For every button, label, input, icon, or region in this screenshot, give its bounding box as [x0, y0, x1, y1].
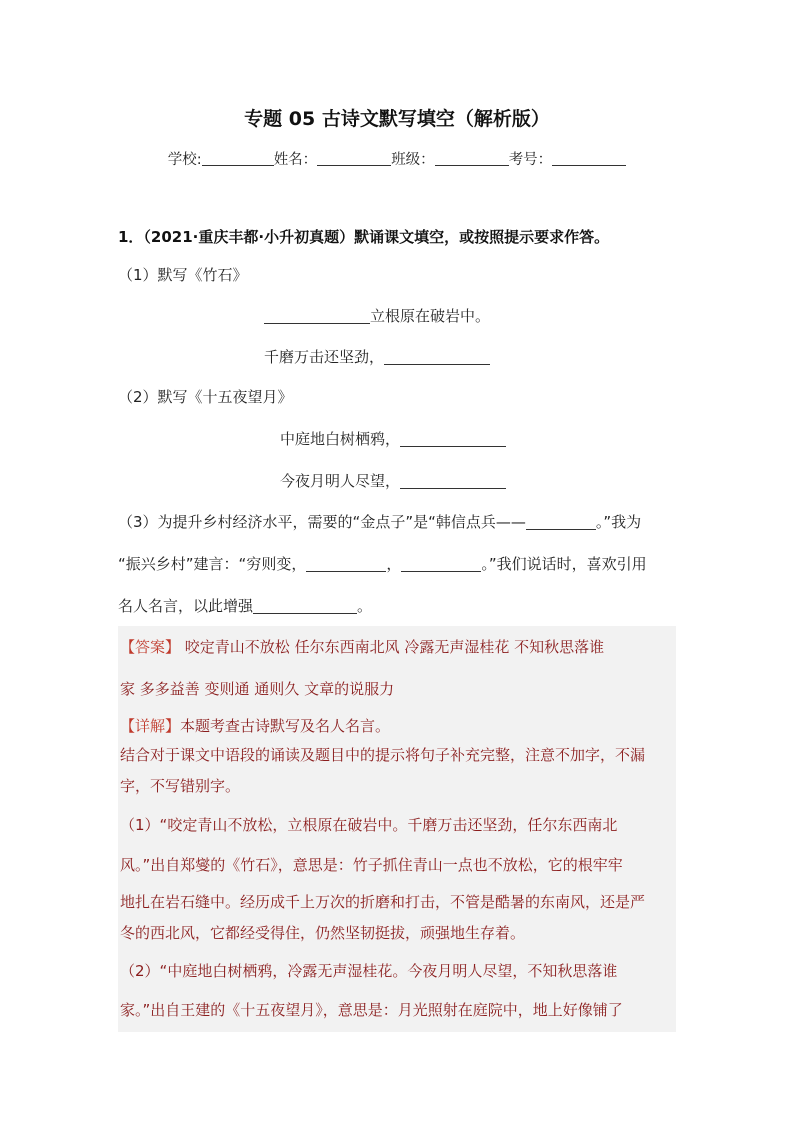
- explanation1-line2: 风。”出自郑燮的《竹石》，意思是：竹子抓住青山一点也不放松，它的根牢牢: [120, 856, 623, 874]
- page-title: 专题 05 古诗文默写填空（解析版）: [244, 108, 550, 130]
- explanation2-line2: 家。”出自王建的《十五夜望月》，意思是：月光照射在庭院中，地上好像铺了: [120, 1001, 623, 1019]
- answer-line2: 家 多多益善 变则通 通则久 文章的说服力: [120, 680, 395, 698]
- part2-line1-text: 中庭地白树栖鸦，: [280, 430, 401, 448]
- detail-label: 【详解】: [120, 717, 181, 735]
- part3-text: ，: [386, 555, 402, 573]
- detail-line1: [120, 715, 390, 737]
- part3-text: “振兴乡村”建言：“穷则变，: [118, 555, 307, 573]
- student-info-row: [0, 148, 794, 169]
- part1-line1-text: 立根原在破岩中。: [370, 307, 491, 325]
- school-label: 学校:: [167, 152, 202, 168]
- fill-blank[interactable]: [526, 513, 596, 530]
- answer-section: [118, 626, 676, 1032]
- name-label: 姓名：: [273, 152, 318, 168]
- fill-blank[interactable]: [401, 555, 481, 572]
- detail-line3: 字，不写错别字。: [120, 777, 241, 795]
- fill-blank[interactable]: [384, 348, 490, 365]
- explanation2-line1: （2）“中庭地白树栖鸦，冷露无声湿桂花。今夜月明人尽望，不知秋思落谁: [120, 962, 618, 980]
- name-blank[interactable]: [317, 151, 391, 166]
- part2-line2-text: 今夜月明人尽望，: [280, 472, 401, 490]
- fill-blank[interactable]: [264, 307, 370, 324]
- answer-line1: [120, 636, 604, 658]
- number-blank[interactable]: [552, 151, 626, 166]
- school-blank[interactable]: [202, 151, 274, 166]
- fill-blank[interactable]: [400, 472, 506, 489]
- part3-line2: [118, 553, 647, 575]
- class-blank[interactable]: [435, 151, 509, 166]
- detail-line2: 结合对于课文中语段的诵读及题目中的提示将句子补充完整，注意不加字，不漏: [120, 746, 646, 764]
- number-label: 考号：: [508, 152, 553, 168]
- part1-line1: [264, 305, 490, 327]
- fill-blank[interactable]: [400, 430, 506, 447]
- answer-text: 咬定青山不放松 任尔东西南北风 冷露无声湿桂花 不知秋思落谁: [184, 638, 605, 656]
- part3-line3: [118, 595, 372, 617]
- part3-text: 。: [357, 597, 373, 615]
- part2-line2: [280, 470, 506, 492]
- question-heading: 1．（2021·重庆丰都·小升初真题）默诵课文填空，或按照提示要求作答。: [118, 228, 610, 246]
- part1-label: （1）默写《竹石》: [118, 266, 248, 284]
- part2-label: （2）默写《十五夜望月》: [118, 388, 293, 406]
- part3-line1: [118, 511, 641, 533]
- explanation1-line4: 冬的西北风，它都经受得住，仍然坚韧挺拔，顽强地生存着。: [120, 924, 526, 942]
- explanation1-line3: 地扎在岩石缝中。经历成千上万次的折磨和打击，不管是酷暑的东南风，还是严: [120, 893, 646, 911]
- part3-text: 。”我为: [595, 513, 642, 531]
- part2-line1: [280, 428, 506, 450]
- detail-intro: 本题考查古诗默写及名人名言。: [180, 717, 391, 735]
- fill-blank[interactable]: [253, 597, 357, 614]
- part3-text: 。”我们说话时，喜欢引用: [481, 555, 647, 573]
- part3-text: （3）为提升乡村经济水平，需要的“金点子”是“韩信点兵——: [118, 513, 526, 531]
- class-label: 班级：: [391, 152, 435, 168]
- fill-blank[interactable]: [306, 555, 386, 572]
- part1-line2-text: 千磨万击还坚劲，: [264, 348, 385, 366]
- answer-label: 【答案】: [120, 638, 181, 656]
- part1-line2: [264, 346, 490, 368]
- explanation1-line1: （1）“咬定青山不放松，立根原在破岩中。千磨万击还坚劲，任尔东西南北: [120, 816, 618, 834]
- part3-text: 名人名言，以此增强: [118, 597, 254, 615]
